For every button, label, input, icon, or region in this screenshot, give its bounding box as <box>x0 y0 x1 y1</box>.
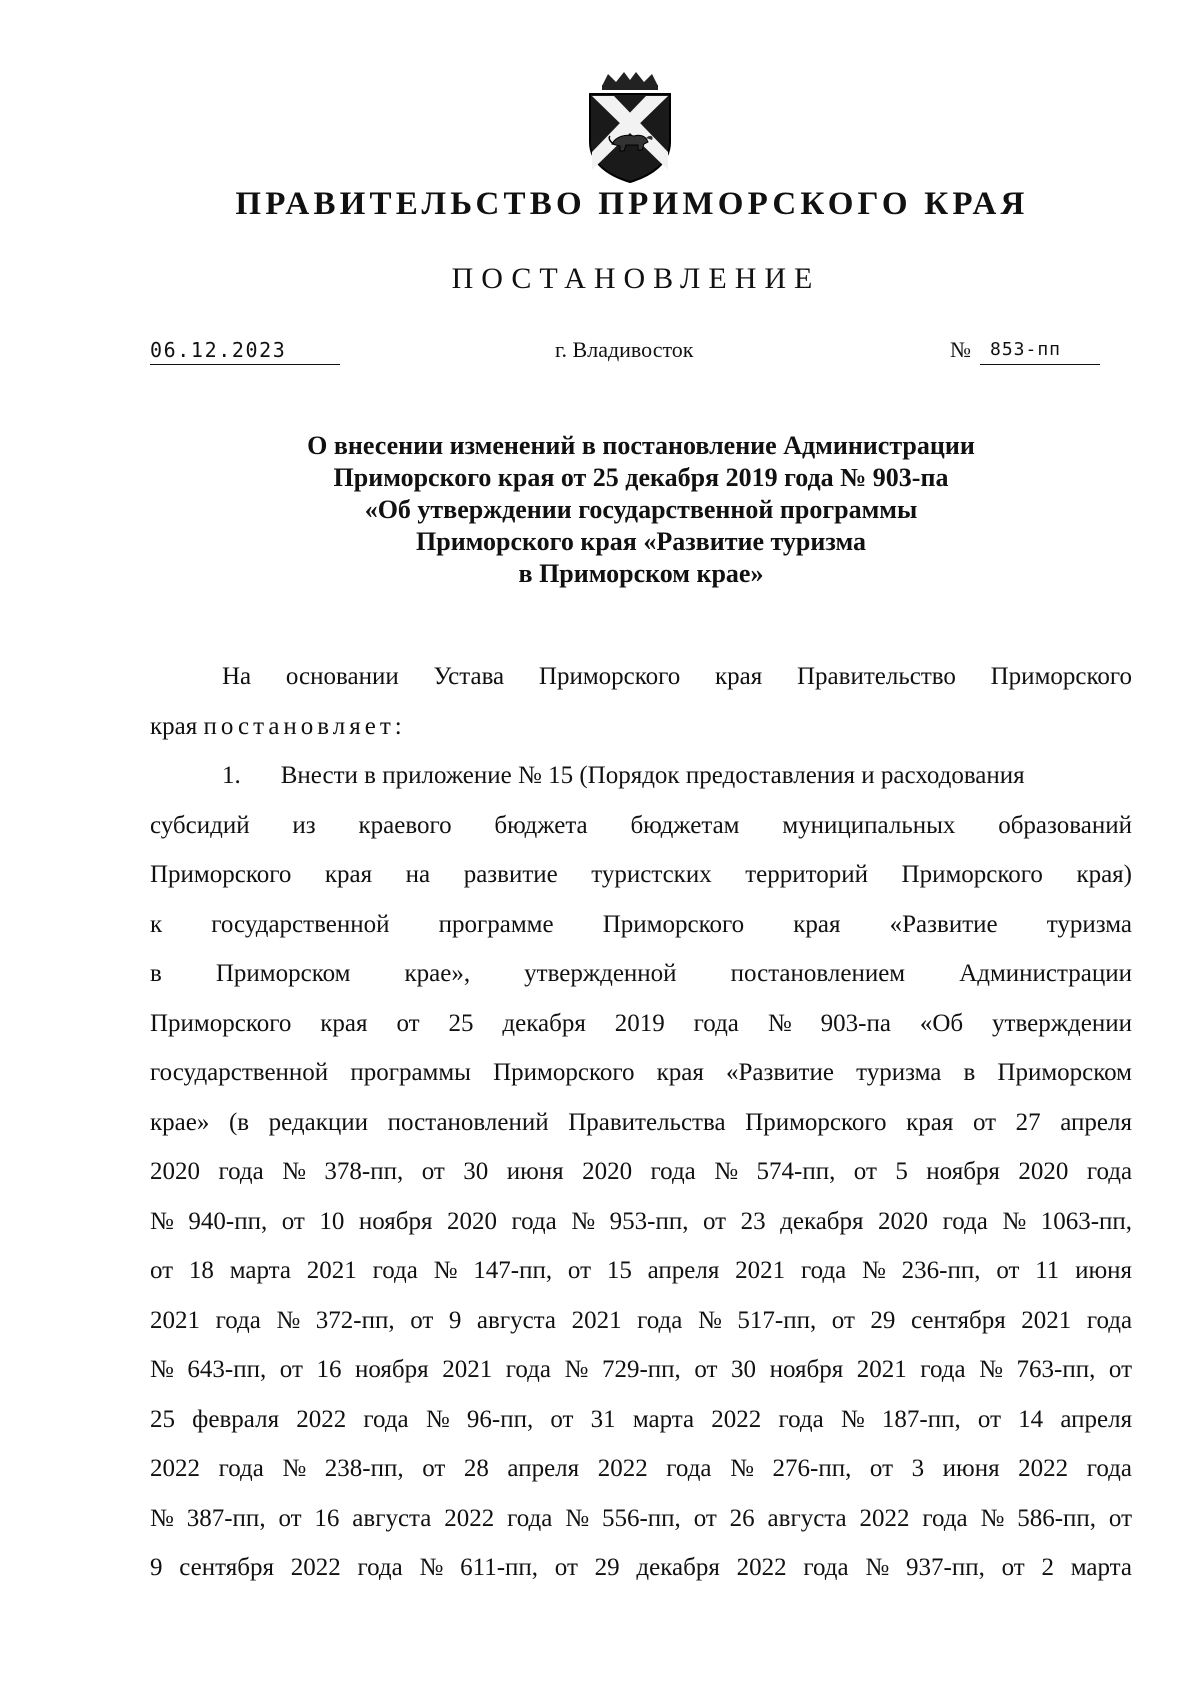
body-line: государственной программы Приморского края «Развитие туризма в Приморском <box>150 1059 1132 1086</box>
body-line: 25 февраля 2022 года № 96-пп, от 31 марта 2022 года № 187-пп, от 14 апреля <box>150 1405 1133 1433</box>
body-line: На основании Устава Приморского края Правительство Приморского <box>222 663 1132 690</box>
subject-line: Приморского края «Развитие туризма <box>416 527 866 556</box>
government-title: ПРАВИТЕЛЬСТВО ПРИМОРСКОГО КРАЯ <box>235 186 1029 222</box>
subject-line: Приморского края от 25 декабря 2019 года № 903-па <box>333 463 949 492</box>
item-number: 1. <box>222 762 241 789</box>
body-line: № 643-пп, от 16 ноября 2021 года № 729-пп, от 30 ноября 2021 года № 763-пп, от <box>150 1356 1132 1383</box>
document-number: 853-пп <box>980 336 1100 365</box>
body-line: 2021 года № 372-пп, от 9 августа 2021 года № 517-пп, от 29 сентября 2021 года <box>150 1306 1133 1334</box>
body-line: 9 сентября 2022 года № 611-пп, от 29 декабря 2022 года № 937-пп, от 2 марта <box>150 1554 1132 1581</box>
document-body <box>150 657 1132 1598</box>
item-line: 1. Внести в приложение № 15 (Порядок предоставления и расходования <box>150 756 1132 806</box>
document-type: ПОСТАНОВЛЕНИЕ <box>451 262 821 295</box>
coat-of-arms-icon <box>580 72 680 184</box>
body-line: № 387-пп, от 16 августа 2022 года № 556-пп, от 26 августа 2022 года № 586-пп, от <box>150 1504 1133 1532</box>
body-line: № 940-пп, от 10 ноября 2020 года № 953-пп, от 23 декабря 2020 года № 1063-пп, <box>150 1207 1133 1235</box>
body-line: 2020 года № 378-пп, от 30 июня 2020 года № 574-пп, от 5 ноября 2020 года <box>150 1158 1133 1185</box>
document-meta <box>0 336 1200 376</box>
body-line: к государственной программе Приморского края «Развитие туризма <box>150 910 1132 938</box>
body-line: в Приморском крае», утвержденной постановлением Администрации <box>150 960 1132 987</box>
document-date: 06.12.2023 <box>150 336 340 365</box>
resolves-word: постановляет: <box>203 712 406 740</box>
subject-line: О внесении изменений в постановление Администрации <box>307 431 975 460</box>
subject-line: «Об утверждении государственной программы <box>364 495 918 524</box>
body-line: края постановляет: <box>150 712 406 740</box>
number-sign: № <box>950 337 971 362</box>
document-city: г. Владивосток <box>555 337 694 362</box>
body-line: Приморского края на развитие туристских территорий Приморского края) <box>150 861 1133 888</box>
body-paragraph <box>150 806 1132 1598</box>
body-line: от 18 марта 2021 года № 147-пп, от 15 апреля 2021 года № 236-пп, от 11 июня <box>150 1257 1133 1284</box>
subject-line: в Приморском крае» <box>518 559 764 588</box>
document-subject <box>150 430 1132 590</box>
body-line: 2022 года № 238-пп, от 28 апреля 2022 года № 276-пп, от 3 июня 2022 года <box>150 1455 1132 1482</box>
body-line: Приморского края от 25 декабря 2019 года № 903-па «Об утверждении <box>150 1009 1132 1037</box>
body-line: субсидий из краевого бюджета бюджетам муниципальных образований <box>150 811 1132 839</box>
body-line: крае» (в редакции постановлений Правительства Приморского края от 27 апреля <box>150 1108 1132 1136</box>
